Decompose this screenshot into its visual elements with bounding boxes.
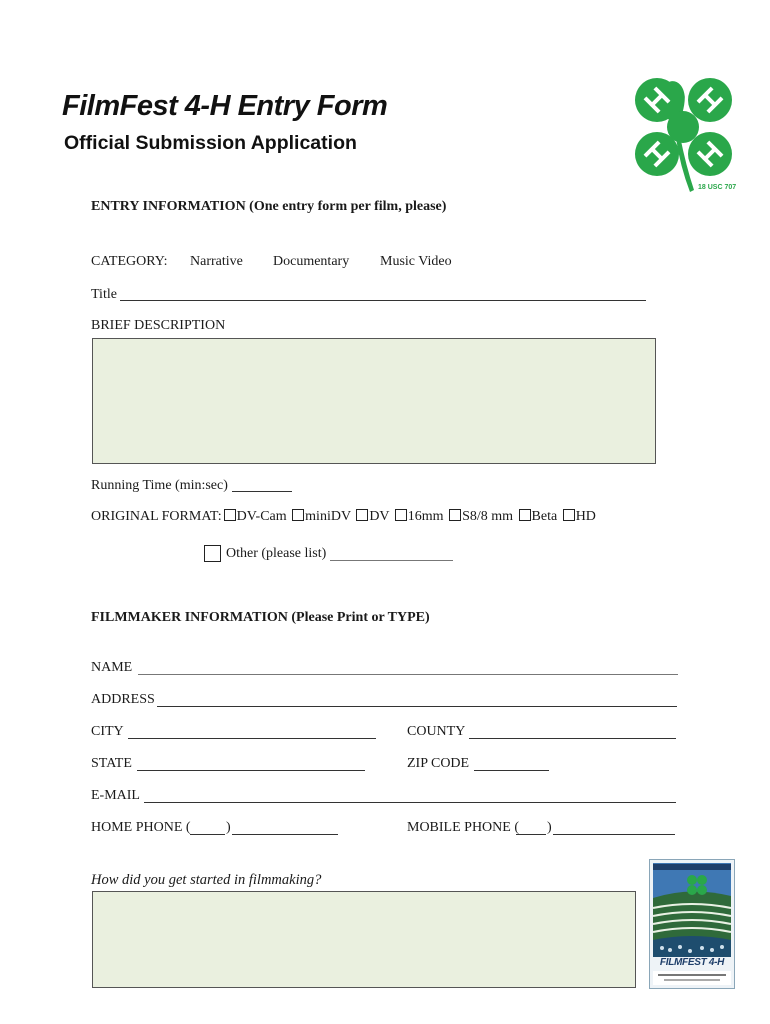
format-option-dv-cam: DV-Cam [236,509,287,524]
running-time-label: Running Time (min:sec) [91,478,228,493]
email-label: E-MAIL [91,788,140,803]
format-checkbox-dv[interactable] [356,509,368,521]
category-label: CATEGORY: [91,254,168,269]
format-label: ORIGINAL FORMAT: [91,509,222,524]
state-label: STATE [91,756,132,771]
other-format-checkbox[interactable] [204,545,221,562]
address-label: ADDRESS [91,692,155,707]
4-h-clover-logo [620,66,745,198]
format-checkbox-s8-8mm[interactable] [449,509,461,521]
format-checkbox-dv-cam[interactable] [224,509,236,521]
filmmaking-question: How did you get started in filmmaking? [91,872,322,888]
form-title: FilmFest 4-H Entry Form [62,90,388,122]
poster-banner: FILMFEST 4-H [659,957,725,968]
filmmaker-heading: FILMMAKER INFORMATION (Please Print or TYPE) [91,610,430,625]
name-field[interactable] [138,674,678,675]
category-option-narrative[interactable]: Narrative [190,254,243,269]
form-subtitle: Official Submission Application [64,132,357,154]
format-option-dv: DV [369,509,390,524]
zip-code-field[interactable] [474,770,549,771]
category-option-documentary[interactable]: Documentary [273,254,350,269]
mobile-phone-area-code-field[interactable] [516,834,546,835]
format-option-16mm: 16mm [407,509,444,524]
address-field[interactable] [157,706,677,707]
name-label: NAME [91,660,133,675]
zip-code-label: ZIP CODE [407,756,470,771]
format-option-hd: HD [575,509,596,524]
entry-heading: ENTRY INFORMATION (One entry form per film, please) [91,199,447,214]
running-time-field[interactable] [232,491,292,492]
home-phone-area-code-field[interactable] [190,834,225,835]
city-label: CITY [91,724,124,739]
state-field[interactable] [137,770,365,771]
mobile-phone-label: MOBILE PHONE ( [407,820,519,835]
category-option-music-video[interactable]: Music Video [380,254,452,269]
original-format-row [91,509,596,525]
email-field[interactable] [144,802,676,803]
city-field[interactable] [128,738,376,739]
home-phone-paren-close: ) [226,820,231,835]
filmmaking-answer-textbox[interactable] [92,891,636,988]
mobile-phone-paren-close: ) [547,820,552,835]
poster-image-icon [650,860,734,988]
format-option-beta: Beta [531,509,558,524]
format-option-minidv: miniDV [305,509,351,524]
filmfest-4h-poster [649,859,735,989]
home-phone-field[interactable] [232,834,338,835]
description-textbox[interactable] [92,338,656,464]
clover-icon [620,66,745,198]
format-checkbox-hd[interactable] [563,509,575,521]
format-checkbox-16mm[interactable] [395,509,407,521]
format-checkbox-minidv[interactable] [292,509,304,521]
county-field[interactable] [469,738,676,739]
other-format-label: Other (please list) [226,546,327,561]
county-label: COUNTY [407,724,466,739]
description-label: BRIEF DESCRIPTION [91,318,226,333]
mobile-phone-field[interactable] [553,834,675,835]
logo-caption: 18 USC 707 [698,184,737,191]
title-field[interactable] [120,300,646,301]
other-format-field[interactable] [330,560,453,561]
format-checkbox-beta[interactable] [519,509,531,521]
title-label: Title [91,287,117,302]
home-phone-label: HOME PHONE ( [91,820,191,835]
format-option-s8-8mm: S8/8 mm [462,509,514,524]
